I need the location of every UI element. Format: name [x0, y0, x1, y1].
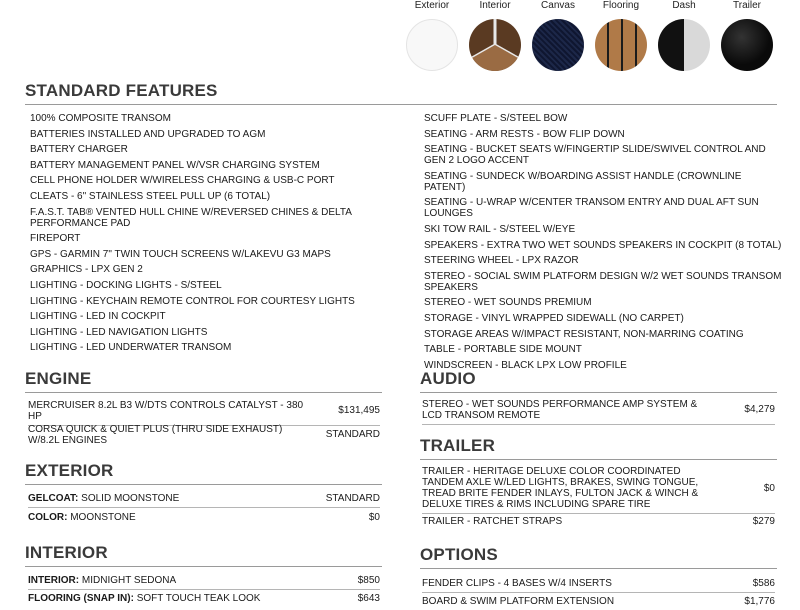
audio-row	[422, 399, 775, 425]
feature-item: STEERING WHEEL - LPX RAZOR	[424, 255, 579, 267]
standard-features-left	[30, 113, 380, 358]
feature-item: GPS - GARMIN 7" TWIN TOUCH SCREENS W/LAKEVU G3 MAPS	[30, 248, 331, 260]
engine-header	[25, 369, 382, 393]
feature-item: SKI TOW RAIL - S/STEEL W/EYE	[424, 223, 576, 235]
item-value: MIDNIGHT SEDONA	[79, 575, 177, 586]
standard-features-right	[424, 113, 784, 375]
item-price: $279	[752, 516, 775, 527]
feature-item: WINDSCREEN - BLACK LPX LOW PROFILE	[424, 359, 627, 371]
trailer-row	[422, 516, 775, 530]
dash-swatch-icon	[658, 19, 710, 71]
feature-item: SEATING - ARM RESTS - BOW FLIP DOWN	[424, 128, 625, 140]
exterior-swatch-icon	[406, 19, 458, 71]
item-price: STANDARD	[325, 429, 380, 440]
section-title: INTERIOR	[25, 543, 108, 562]
item-description: MERCRUISER 8.2L B3 W/DTS CONTROLS CATALYST - 380 HP	[28, 400, 304, 422]
feature-item: LIGHTING - LED IN COCKPIT	[30, 311, 166, 323]
feature-item: STEREO - WET SOUNDS PREMIUM	[424, 297, 592, 309]
item-price: $850	[357, 575, 380, 586]
swatch-canvas[interactable]	[528, 0, 588, 71]
color-swatches	[400, 0, 800, 80]
item-price: $4,279	[744, 404, 775, 415]
options-row	[422, 578, 775, 593]
swatch-flooring[interactable]	[591, 0, 651, 71]
trailer-swatch-icon	[721, 19, 773, 71]
feature-item: GRAPHICS - LPX GEN 2	[30, 264, 143, 276]
standard-features-header	[25, 81, 777, 105]
options-header	[420, 545, 777, 569]
feature-item: LIGHTING - KEYCHAIN REMOTE CONTROL FOR COURTESY LIGHTS	[30, 295, 355, 307]
swatch-label: Interior	[479, 0, 511, 11]
swatch-label: Canvas	[541, 0, 575, 11]
item-price: $0	[368, 512, 380, 523]
swatch-label: Trailer	[733, 0, 761, 11]
interior-header	[25, 543, 382, 567]
swatch-label: Dash	[672, 0, 696, 11]
feature-item: SEATING - SUNDECK W/BOARDING ASSIST HANDLE (CROWNLINE PATENT)	[424, 170, 742, 193]
item-price: $586	[752, 578, 775, 589]
section-title: EXTERIOR	[25, 461, 114, 480]
item-description: FENDER CLIPS - 4 BASES W/4 INSERTS	[422, 578, 612, 589]
engine-row	[28, 400, 380, 426]
audio-header	[420, 369, 777, 393]
section-title: OPTIONS	[420, 545, 498, 564]
feature-item: BATTERY MANAGEMENT PANEL W/VSR CHARGING SYSTEM	[30, 159, 320, 171]
swatch-label: Exterior	[414, 0, 450, 11]
item-value: SOLID MOONSTONE	[78, 493, 180, 504]
item-value: MOONSTONE	[67, 512, 136, 523]
interior-row	[28, 575, 380, 590]
feature-item: LIGHTING - DOCKING LIGHTS - S/STEEL	[30, 279, 222, 291]
item-description: BOARD & SWIM PLATFORM EXTENSION	[422, 596, 615, 607]
flooring-swatch-icon	[595, 19, 647, 71]
feature-item: LIGHTING - LED UNDERWATER TRANSOM	[30, 342, 232, 354]
section-title: ENGINE	[25, 369, 92, 388]
feature-item: SCUFF PLATE - S/STEEL BOW	[424, 113, 568, 124]
feature-item: F.A.S.T. TAB® VENTED HULL CHINE W/REVERSED CHINES & DELTA PERFORMANCE PAD	[30, 206, 352, 229]
options-row	[422, 596, 775, 610]
item-key: COLOR:	[28, 512, 68, 523]
exterior-row	[28, 493, 380, 508]
item-description: TRAILER - HERITAGE DELUXE COLOR COORDINATED TANDEM AXLE W/LED LIGHTS, BRAKES, SWING TONGUE, TREAD BRITE FENDER INLAYS, FULTON JACK & WINCH & DELUXE TIRES & RIMS INCLUDING SPARE TIRE	[422, 466, 699, 510]
feature-item: STORAGE - VINYL WRAPPED SIDEWALL (NO CARPET)	[424, 312, 684, 324]
interior-swatch-icon	[469, 19, 521, 71]
item-description: CORSA QUICK & QUIET PLUS (THRU SIDE EXHAUST) W/8.2L ENGINES	[28, 424, 283, 446]
feature-item: 100% COMPOSITE TRANSOM	[30, 113, 171, 124]
item-description: TRAILER - RATCHET STRAPS	[422, 516, 563, 527]
exterior-row	[28, 512, 380, 526]
feature-item: SEATING - U-WRAP W/CENTER TRANSOM ENTRY AND DUAL AFT SUN LOUNGES	[424, 197, 759, 220]
exterior-header	[25, 461, 382, 485]
item-price: $1,776	[744, 596, 775, 607]
feature-item: LIGHTING - LED NAVIGATION LIGHTS	[30, 326, 208, 338]
section-title: TRAILER	[420, 436, 496, 455]
feature-item: TABLE - PORTABLE SIDE MOUNT	[424, 344, 582, 356]
item-price: $0	[763, 483, 775, 494]
trailer-row	[422, 466, 775, 514]
feature-item: CLEATS - 6" STAINLESS STEEL PULL UP (6 TOTAL)	[30, 190, 271, 202]
feature-item: FIREPORT	[30, 233, 81, 245]
section-title: STANDARD FEATURES	[25, 81, 218, 100]
item-value: SOFT TOUCH TEAK LOOK	[133, 593, 261, 604]
swatch-dash[interactable]	[654, 0, 714, 71]
trailer-header	[420, 436, 777, 460]
interior-row	[28, 593, 380, 607]
canvas-swatch-icon	[532, 19, 584, 71]
swatch-exterior[interactable]	[402, 0, 462, 71]
item-key: FLOORING (SNAP IN):	[28, 593, 134, 604]
item-price: STANDARD	[325, 493, 380, 504]
feature-item: STORAGE AREAS W/IMPACT RESISTANT, NON-MARRING COATING	[424, 328, 744, 340]
swatch-interior[interactable]	[465, 0, 525, 71]
item-key: INTERIOR:	[28, 575, 80, 586]
feature-item: CELL PHONE HOLDER W/WIRELESS CHARGING & USB-C PORT	[30, 175, 335, 187]
item-price: $643	[357, 593, 380, 604]
feature-item: SEATING - BUCKET SEATS W/FINGERTIP SLIDE/SWIVEL CONTROL AND GEN 2 LOGO ACCENT	[424, 144, 766, 167]
feature-item: SPEAKERS - EXTRA TWO WET SOUNDS SPEAKERS IN COCKPIT (8 TOTAL)	[424, 239, 782, 251]
section-title: AUDIO	[420, 369, 476, 388]
item-price: $131,495	[338, 405, 380, 416]
swatch-label: Flooring	[602, 0, 640, 11]
feature-item: BATTERY CHARGER	[30, 144, 128, 156]
item-description: STEREO - WET SOUNDS PERFORMANCE AMP SYSTEM & LCD TRANSOM REMOTE	[422, 399, 698, 421]
engine-row	[28, 424, 380, 449]
swatch-trailer[interactable]	[717, 0, 777, 71]
feature-item: BATTERIES INSTALLED AND UPGRADED TO AGM	[30, 128, 266, 140]
feature-item: STEREO - SOCIAL SWIM PLATFORM DESIGN W/2 WET SOUNDS TRANSOM SPEAKERS	[424, 270, 782, 293]
item-key: GELCOAT:	[28, 493, 79, 504]
